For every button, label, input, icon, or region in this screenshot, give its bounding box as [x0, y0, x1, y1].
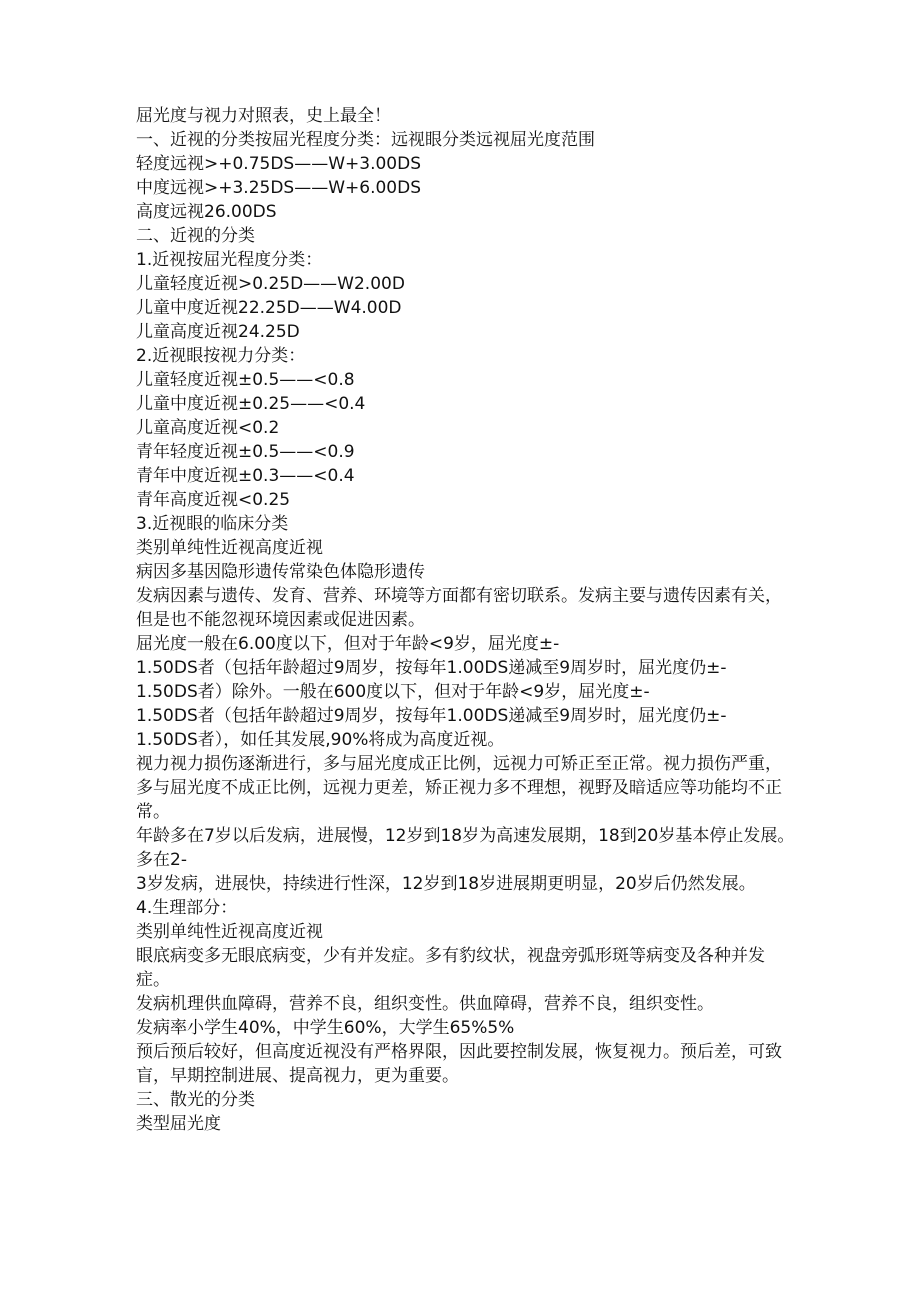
paragraph: 发病因素与遗传、发育、营养、环境等方面都有密切联系。发病主要与遗传因素有关，但是也不能忽视环境因素或促进因素。	[136, 586, 782, 630]
paragraph: 3岁发病，进展快，持续进行性深，12岁到18岁进展期更明显，20岁后仍然发展。	[136, 874, 756, 894]
text-line: 儿童中度近视22.25D——W4.00D	[136, 298, 402, 318]
text-line: 1.50DS者（包括年龄超过9周岁，按每年1.00DS递减至9周岁时，屈光度仍±-	[136, 706, 727, 726]
subsection-heading: 1.近视按屈光程度分类：	[136, 250, 323, 270]
text-line: 类别单纯性近视高度近视	[136, 922, 323, 942]
document-title: 屈光度与视力对照表，史上最全！	[136, 106, 391, 126]
text-line: 1.50DS者）除外。一般在600度以下，但对于年龄<9岁，屈光度±-	[136, 682, 650, 702]
paragraph: 年龄多在7岁以后发病，进展慢，12岁到18岁为高速发展期，18到20岁基本停止发展。多在2-	[136, 826, 795, 870]
document-body	[136, 104, 796, 1136]
text-line: 中度远视>+3.25DS——W+6.00DS	[136, 178, 422, 198]
text-line: 发病机理供血障碍，营养不良，组织变性。供血障碍，营养不良，组织变性。	[136, 994, 714, 1014]
text-line: 儿童高度近视<0.2	[136, 418, 280, 438]
text-line: 病因多基因隐形遗传常染色体隐形遗传	[136, 562, 425, 582]
text-line: 青年轻度近视±0.5——<0.9	[136, 442, 355, 462]
paragraph: 视力视力损伤逐渐进行，多与屈光度成正比例，远视力可矫正至正常。视力损伤严重，多与屈光度不成正比例，远视力更差，矫正视力多不理想，视野及暗适应等功能均不正常。	[136, 754, 782, 822]
text-line: 类别单纯性近视高度近视	[136, 538, 323, 558]
subsection-heading: 3.近视眼的临床分类	[136, 514, 289, 534]
subsection-heading: 2.近视眼按视力分类：	[136, 346, 306, 366]
text-line: 1.50DS者），如任其发展,90%将成为高度近视。	[136, 730, 505, 750]
text-line: 屈光度一般在6.00度以下，但对于年龄<9岁，屈光度±-	[136, 634, 560, 654]
text-line: 儿童轻度近视±0.5——<0.8	[136, 370, 355, 390]
section-heading: 二、近视的分类	[136, 226, 255, 246]
subsection-heading: 4.生理部分：	[136, 898, 238, 918]
text-line: 青年中度近视±0.3——<0.4	[136, 466, 355, 486]
section-heading: 一、近视的分类按屈光程度分类：远视眼分类远视屈光度范围	[136, 130, 595, 150]
text-line: 1.50DS者（包括年龄超过9周岁，按每年1.00DS递减至9周岁时，屈光度仍±-	[136, 658, 727, 678]
paragraph: 预后预后较好，但高度近视没有严格界限，因此要控制发展，恢复视力。预后差，可致盲，早期控制进展、提高视力，更为重要。	[136, 1042, 782, 1086]
text-line: 高度远视26.00DS	[136, 202, 277, 222]
section-heading: 三、散光的分类	[136, 1090, 255, 1110]
text-line: 儿童中度近视±0.25——<0.4	[136, 394, 366, 414]
text-line: 儿童高度近视24.25D	[136, 322, 300, 342]
text-line: 儿童轻度近视>0.25D——W2.00D	[136, 274, 405, 294]
text-line: 发病率小学生40%，中学生60%，大学生65%5%	[136, 1018, 515, 1038]
text-line: 类型屈光度	[136, 1114, 221, 1134]
paragraph: 眼底病变多无眼底病变，少有并发症。多有豹纹状，视盘旁弧形斑等病变及各种并发症。	[136, 946, 765, 990]
text-line: 轻度远视>+0.75DS——W+3.00DS	[136, 154, 422, 174]
text-line: 青年高度近视<0.25	[136, 490, 291, 510]
